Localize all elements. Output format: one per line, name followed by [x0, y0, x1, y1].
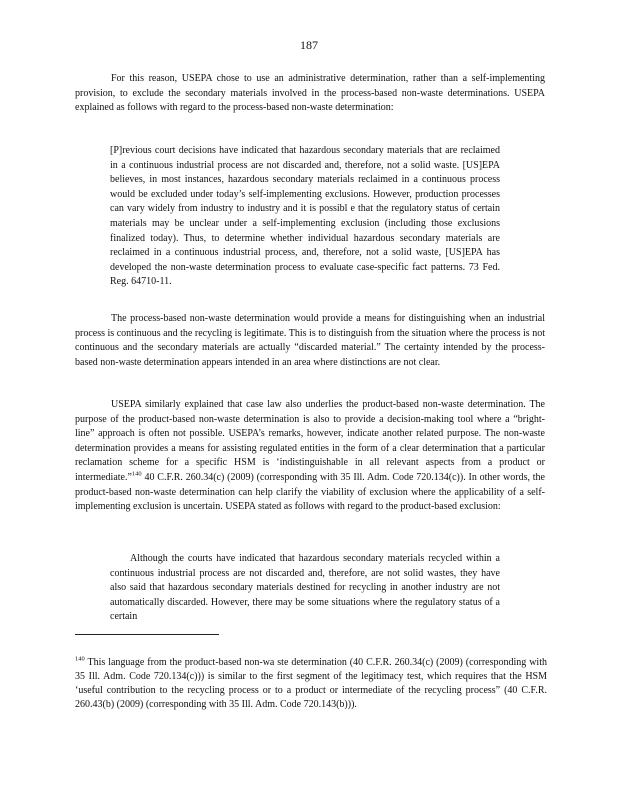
footnote-marker: 140	[75, 655, 85, 663]
block-quote-product-based: Although the courts have indicated that hazardous secondary materials recycled within a continuous industrial process are not discarded and, therefore, are not solid wastes, they have also said that hazardous secondary materials destined for recycling in another industry are not automatically discarded. However, there may be some situations where the regulatory status of a certain	[110, 553, 500, 623]
paragraph-process-based-intro: For this reason, USEPA chose to use an administrative determination, rather than a self-implementing provision, to exclude the secondary materials involved in the process-based non-waste determinations. USEPA explained as follows with regard to the process-based non-waste determination:	[75, 73, 545, 114]
paragraph-product-based-text: USEPA similarly explained that case law also underlies the product-based non-waste determination. The purpose of the product-based non-waste determination is also to provide a decision-making tool where a “bright-line” approach is often not possible. USEPA’s remarks, however, indicate another related purpose. The non-waste determination provides a means for assisting regulated entities in the form of a clear determination that a particular reclamation scheme for a specific HSM is ‘indistinguishable in all relevant aspects from a product or intermediate.”	[75, 399, 545, 483]
footnote-separator	[75, 634, 219, 635]
footnote-140	[75, 656, 547, 712]
footnote-text: This language from the product-based non-wa ste determination (40 C.F.R. 260.34(c) (2009) (corresponding with 35 Ill. Adm. Code 720.134(c))) is similar to the first segment of the legitimacy test, which requires that the HSM ‘useful contribution to the recycling process or to a product or intermediate of the recycling process” (40 C.F.R. 260.43(b) (2009) (corresponding with 35 Ill. Adm. Code 720.143(b))).	[75, 657, 547, 710]
page-number: 187	[300, 38, 318, 52]
paragraph-process-based-purpose: The process-based non-waste determination would provide a means for distinguishing when an industrial process is continuous and the recycling is legitimate. This is to distinguish from the situation where the process is not continuous and the secondary materials are actually “discarded material.” The certainty intended by the process-based non-waste determination appears intended in an area where distinctions are not clear.	[75, 313, 545, 368]
footnote-reference-140[interactable]: 140	[131, 470, 142, 478]
paragraph-product-based-continued: 40 C.F.R. 260.34(c) (2009) (corresponding with 35 Ill. Adm. Code 720.134(c)). In other words, the product-based non-waste determination can help clarify the viability of exclusion where the applicability of a self-implementing exclusion is uncertain. USEPA stated as follows with regard to the product-based exclusion:	[75, 471, 545, 513]
block-quote-process-based: [P]revious court decisions have indicated that hazardous secondary materials that are reclaimed in a continuous industrial process are not discarded and, therefore, not a solid waste. [US]EPA believes, in most instances, hazardous secondary materials reclaimed in a continuous process would be excluded under today’s self-implementing exclusions. However, production processes can vary widely from industry to industry and it is possibl e that the regulatory status of certain materials may be unclear under a self-implementing exclusion (including those exclusions finalized today). Thus, to determine whether individual hazardous secondary materials are reclaimed in a continuous industrial process, and, therefore, not a solid waste, [US]EPA has developed the non-waste determination process to evaluate case-specific fact patterns. 73 Fed. Reg. 64710-11.	[110, 145, 500, 288]
paragraph-product-based	[75, 398, 545, 515]
